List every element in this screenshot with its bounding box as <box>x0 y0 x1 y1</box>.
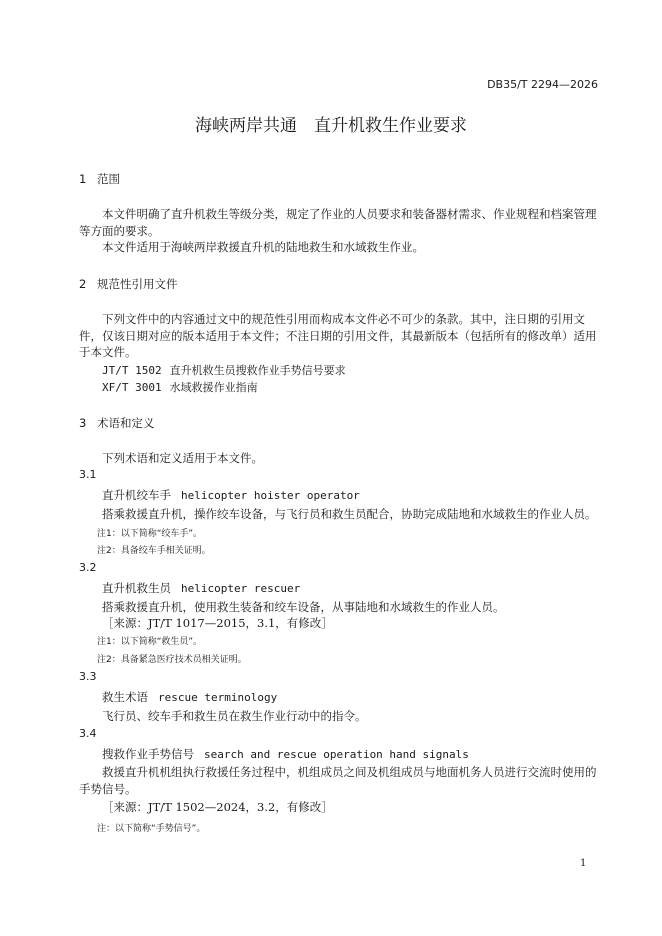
term-number: 3.4 <box>79 727 97 740</box>
term-heading <box>102 746 469 762</box>
reference-title: 直升机救生员搜救作业手势信号要求 <box>169 364 346 377</box>
term-note: 注2：具备紧急医疗技术员相关证明。 <box>97 655 247 665</box>
term-number: 3.2 <box>79 561 97 574</box>
term-definition: 搭乘救援直升机，使用救生装备和绞车设备，从事陆地和水域救生的作业人员。 <box>102 600 505 614</box>
term-definition: 救援直升机机组执行救援任务过程中，机组成员之间及机组成员与地面机务人员进行交流时使用的手势信号。 <box>79 765 597 796</box>
standard-code: DB35/T 2294—2026 <box>487 78 598 91</box>
reference-title: 水域救援作业指南 <box>169 381 258 394</box>
reference-item <box>102 379 258 395</box>
term-chinese: 直升机救生员 <box>102 581 171 595</box>
term-chinese: 救生术语 <box>102 690 148 704</box>
term-chinese: 直升机绞车手 <box>102 488 171 502</box>
term-english: helicopter rescuer <box>181 582 301 595</box>
term-heading <box>102 580 300 596</box>
section-number: 3 <box>79 416 87 430</box>
section-title: 范围 <box>97 172 120 186</box>
term-english: search and rescue operation hand signals <box>204 748 469 761</box>
term-source: ［来源：JT/T 1017—2015，3.1，有修改］ <box>102 616 333 630</box>
page-number: 1 <box>580 858 587 869</box>
term-number: 3.3 <box>79 670 97 683</box>
reference-code: XF/T 3001 <box>102 381 162 394</box>
scope-paragraph-1: 本文件明确了直升机救生等级分类，规定了作业的人员要求和装备器材需求、作业规程和档案管理等方面的要求。 <box>79 207 597 238</box>
term-heading <box>102 487 360 503</box>
section-heading-scope <box>79 171 120 187</box>
section-number: 1 <box>79 172 87 186</box>
section-heading-normative-references <box>79 276 178 292</box>
term-heading <box>102 689 277 705</box>
term-number: 3.1 <box>79 468 97 481</box>
section-heading-terms <box>79 415 155 431</box>
section-title: 规范性引用文件 <box>97 277 178 291</box>
references-paragraph: 下列文件中的内容通过文中的规范性引用而构成本文件必不可少的条款。其中，注日期的引用文件，仅该日期对应的版本适用于本文件；不注日期的引用文件，其最新版本（包括所有的修改单）适用于本文件。 <box>79 312 597 359</box>
term-source: ［来源：JT/T 1502—2024，3.2，有修改］ <box>102 800 333 814</box>
term-definition: 飞行员、绞车手和救生员在救生作业行动中的指令。 <box>102 709 367 723</box>
term-chinese: 搜救作业手势信号 <box>102 747 194 761</box>
scope-paragraph-2: 本文件适用于海峡两岸救援直升机的陆地救生和水域救生作业。 <box>102 240 424 254</box>
term-definition: 搭乘救援直升机，操作绞车设备，与飞行员和救生员配合，协助完成陆地和水域救生的作业人员。 <box>102 507 597 521</box>
section-number: 2 <box>79 277 87 291</box>
term-note: 注：以下简称“手势信号”。 <box>97 824 206 834</box>
term-english: helicopter hoister operator <box>181 489 360 502</box>
term-note: 注1：以下简称“救生员”。 <box>97 637 203 647</box>
reference-item <box>102 362 346 378</box>
term-english: rescue terminology <box>158 691 278 704</box>
term-note: 注2：具备绞车手相关证明。 <box>97 546 211 556</box>
section-title: 术语和定义 <box>97 416 155 430</box>
reference-code: JT/T 1502 <box>102 364 162 377</box>
term-note: 注1：以下简称“绞车手”。 <box>97 529 203 539</box>
document-title: 海峡两岸共通 直升机救生作业要求 <box>195 116 467 136</box>
terms-intro: 下列术语和定义适用于本文件。 <box>102 451 263 465</box>
